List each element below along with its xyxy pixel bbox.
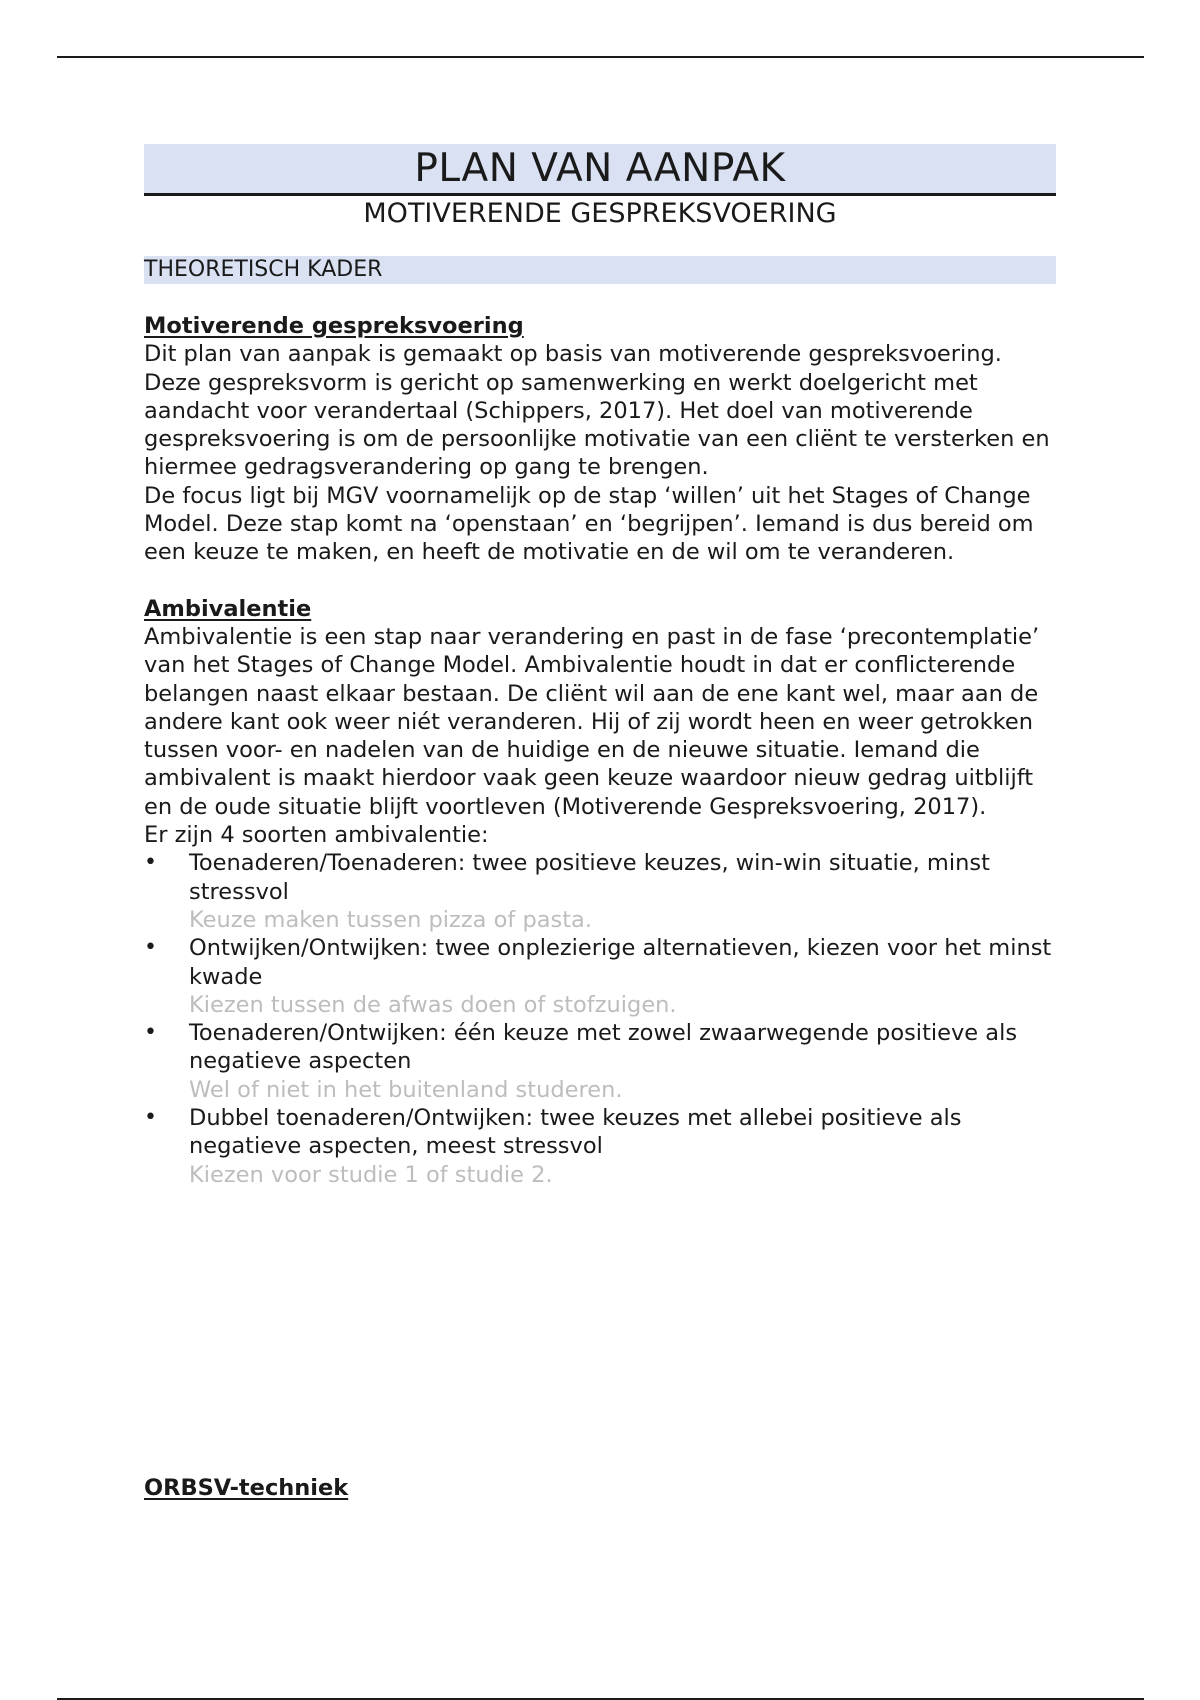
mgv-heading: Motiverende gespreksvoering [144,313,524,339]
bullet-icon: • [144,850,157,876]
page-top-rule [57,56,1144,58]
list-item-example: Keuze maken tussen pizza of pasta. [189,906,593,933]
ambivalentie-list-intro: Er zijn 4 soorten ambivalentie: [144,822,489,849]
bullet-icon: • [144,1105,157,1131]
ambivalentie-heading: Ambivalentie [144,595,312,622]
list-item [144,849,1056,934]
ambivalentie-paragraph: Ambivalentie is een stap naar verandering en past in de fase ‘precontemplatie’ van het Stages of Change Model. Ambivalentie houdt in dat er conflicterende belangen naast elkaar bestaan. De cliënt wil aan de ene kant wel, maar aan de andere kant ook weer niét veranderen. Hij of zij wordt heen en weer getrokken tussen voor- en nadelen van de huidige en de nieuwe situatie. Iemand die ambivalent is maakt hierdoor vaak geen keuze waardoor nieuw gedrag uitblijft en de oude situatie blijft voortleven (Motiverende Gespreksvoering, 2017). [144,623,1040,820]
list-item [144,934,1056,1019]
title-band [144,144,1056,196]
ambivalentie-section [144,595,1056,1189]
list-item-example: Wel of niet in het buitenland studeren. [189,1076,623,1103]
mgv-paragraph-2: De focus ligt bij MGV voornamelijk op de stap ‘willen’ uit het Stages of Change Model. Deze stap komt na ‘openstaan’ en ‘begrijpen’. Iemand is dus bereid om een keuze te maken, en heeft de motivatie en de wil om te veranderen. [144,482,1034,566]
bullet-icon: • [144,935,157,961]
list-item [144,1019,1056,1104]
section-heading-theoretisch-kader: THEORETISCH KADER [144,256,1056,284]
ambivalentie-list [144,849,1056,1189]
list-item-text: Toenaderen/Toenaderen: twee positieve keuzes, win-win situatie, minst stressvol [189,850,990,905]
document-content [144,144,1056,1501]
orbsv-heading: ORBSV-techniek [144,1475,349,1501]
list-item-text: Toenaderen/Ontwijken: één keuze met zowel zwaarwegende positieve als negatieve aspecten [189,1020,1018,1075]
list-item [144,1104,1056,1189]
page-subtitle: MOTIVERENDE GESPREKSVOERING [363,198,837,229]
mgv-section [144,312,1056,567]
list-item-example: Kiezen tussen de afwas doen of stofzuigen. [189,991,677,1018]
bullet-icon: • [144,1020,157,1046]
list-item-text: Dubbel toenaderen/Ontwijken: twee keuzes met allebei positieve als negatieve aspecten, meest stressvol [189,1105,962,1160]
page-title: PLAN VAN AANPAK [414,146,786,191]
list-item-example: Kiezen voor studie 1 of studie 2. [189,1161,553,1188]
mgv-paragraph-1: Dit plan van aanpak is gemaakt op basis van motiverende gespreksvoering. Deze gespreksvorm is gericht op samenwerking en werkt doelgericht met aandacht voor verandertaal (Schippers, 2017). Het doel van motiverende gespreksvoering is om de persoonlijke motivatie van een cliënt te versterken en hiermee gedragsverandering op gang te brengen. [144,341,1050,481]
list-item-text: Ontwijken/Ontwijken: twee onplezierige alternatieven, kiezen voor het minst kwade [189,935,1052,990]
